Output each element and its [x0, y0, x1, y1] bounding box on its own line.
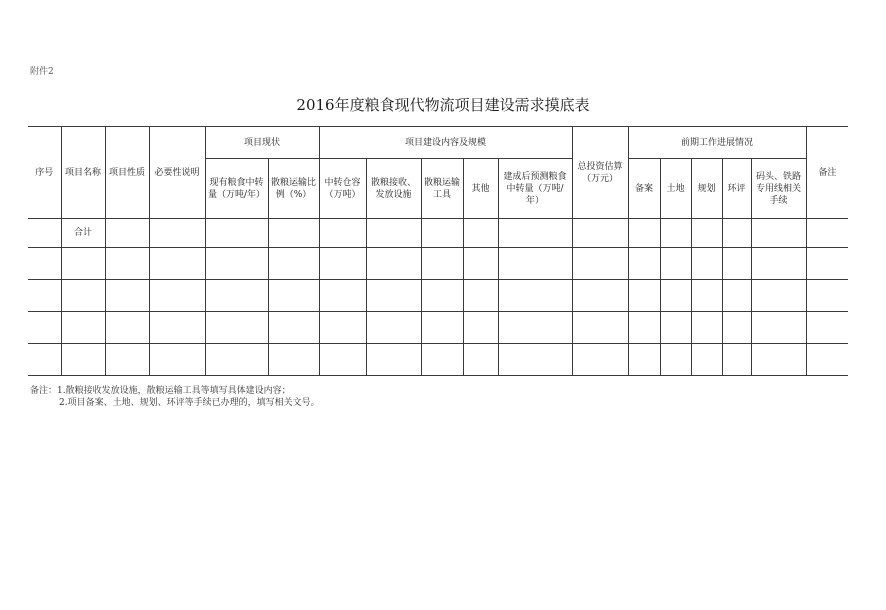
group-current-status: 项目现状: [205, 127, 319, 159]
col-remarks: 备注: [806, 127, 848, 219]
table-row: [28, 312, 848, 344]
col-project-name: 项目名称: [61, 127, 105, 219]
col-investment: 总投资估算（万元）: [572, 127, 628, 219]
survey-table: [28, 126, 848, 376]
note-line-1: 备注：1.散粮接收发放设施，散粮运输工具等填写具体建设内容；: [30, 386, 291, 396]
table-row: [28, 280, 848, 312]
col-other: 其他: [463, 159, 498, 219]
col-transfer-volume: 现有粮食中转量（万吨/年）: [205, 159, 268, 219]
col-storage: 中转仓容（万吨）: [319, 159, 366, 219]
table-row-total: [28, 219, 848, 248]
table-row: [28, 248, 848, 280]
col-bulk-ratio: 散粮运输比例（%）: [268, 159, 319, 219]
col-project-nature: 项目性质: [105, 127, 149, 219]
group-preliminary: 前期工作进展情况: [628, 127, 806, 159]
col-tools: 散粮运输工具: [421, 159, 463, 219]
col-env: 环评: [722, 159, 751, 219]
col-projected-volume: 建成后预测粮食中转量（万吨/年）: [498, 159, 572, 219]
table-row: [28, 344, 848, 376]
col-facilities: 散粮接收、发放设施: [366, 159, 421, 219]
col-land: 土地: [660, 159, 691, 219]
col-seq: 序号: [28, 127, 61, 219]
total-label: 合计: [61, 219, 105, 248]
col-planning: 规划: [691, 159, 722, 219]
attachment-label: 附件2: [30, 67, 54, 77]
col-necessity: 必要性说明: [149, 127, 205, 219]
header-row-groups: [28, 127, 848, 159]
group-construction: 项目建设内容及规模: [319, 127, 572, 159]
table-notes: [30, 385, 320, 409]
col-dock-rail: 码头、铁路专用线相关手续: [751, 159, 806, 219]
col-filing: 备案: [628, 159, 660, 219]
note-line-2: 2.项目备案、土地、规划、环评等手续已办理的，填写相关文号。: [59, 398, 320, 408]
page-title: 2016年度粮食现代物流项目建设需求摸底表: [296, 96, 590, 114]
